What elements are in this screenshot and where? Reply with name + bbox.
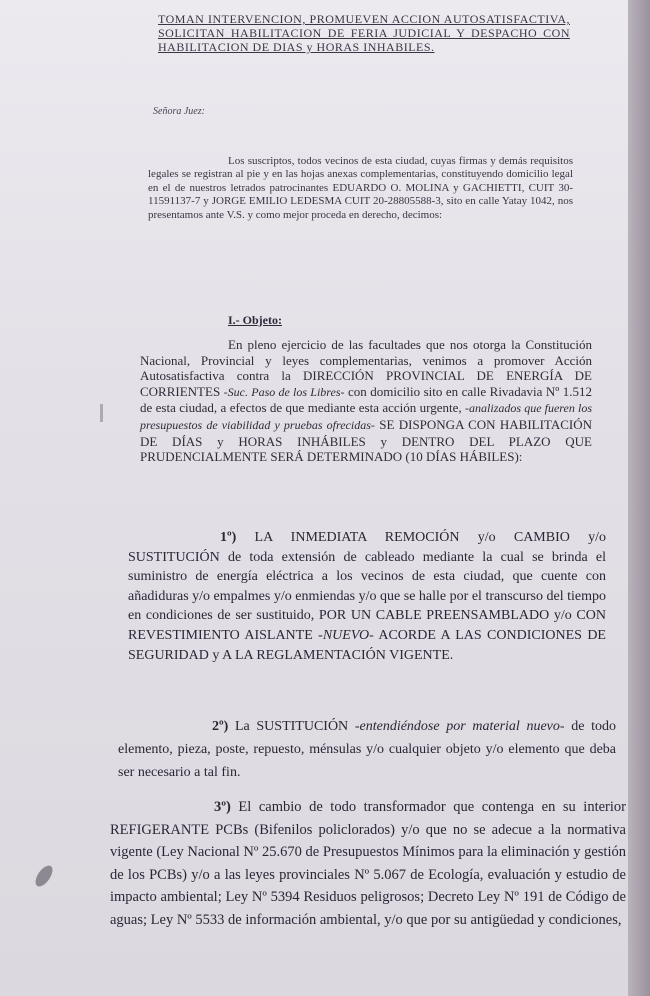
lawyer-name-2: JORGE EMILIO LEDESMA: [211, 195, 342, 208]
object-paragraph: [140, 337, 592, 465]
margin-mark: [100, 404, 103, 422]
item-1-text-1: LA INMEDIATA REMOCIÓN y/o CAMBIO y/o SUSTITUCIÓN de toda extensión de cableado mediante la cual se brinda el suministro de energía eléctrica a los vecinos de esta ciudad, que cuente con añadiduras y/o empalmes y/o enmiendas y/o que se halle por el transcurso del tiempo en condiciones de ser sustituido, POR UN CABLE PREENSAMBLADO y/o CON REVESTIMIENTO AISLANTE: [128, 530, 606, 643]
document-heading: TOMAN INTERVENCION, PROMUEVEN ACCION AUTOSATISFACTIVA, SOLICITAN HABILITACION DE FERIA JUDICIAL Y DESPACHO CON HABILITACION DE DIAS y HORAS INHABILES.: [158, 12, 570, 54]
intro-paragraph: [148, 155, 573, 222]
item-2-paragraph: [118, 715, 616, 784]
item-3-number: 3º): [214, 799, 231, 815]
intro-text-3: CUIT 20-28805588-3, sito en calle Yatay 1042, nos presentamos ante V.S. y como mejor proceda en derecho, decimos:: [148, 195, 573, 221]
item-1-paragraph: [128, 528, 606, 665]
object-italic-1: -Suc. Paso de los Libres-: [223, 384, 345, 399]
item-3-paragraph: [110, 796, 626, 932]
salutation: Señora Juez:: [153, 106, 205, 117]
item-3-text-1: El cambio de todo transformador que contenga en su interior REFIGERANTE PCBs (Bifenilos policlorados) y/o que no se adecue a la normativa vigente (Ley Nacional Nº 25.670 de Presupuestos Mínimos para la eliminación y gestión de los PCBs) y/o a las leyes provinciales Nº 5.067 de Ecología, evaluación y estudio de impacto ambiental; Ley Nº 5394 Residuos peligrosos; Decreto Ley Nº 191 de Código de aguas; Ley Nº 5533 de información ambiental, y/o que por su antigüedad y condiciones,: [110, 799, 626, 928]
item-1-text-2: ACORDE A LAS CONDICIONES DE SEGURIDAD y A LA REGLAMENTACIÓN VIGENTE.: [128, 627, 606, 663]
lawyer-name-1: EDUARDO O. MOLINA y GACHIETTI: [332, 181, 522, 194]
intro-text-1: Los suscriptos, todos vecinos de esta ciudad, cuyas firmas y demás requisitos legales se registran al pie y en las hojas anexas complementarias, constituyendo domicilio legal en el de nuestros letrados patrocinantes: [148, 155, 573, 194]
page-edge-shadow: [626, 0, 650, 996]
item-2-text-2: de todo elemento, pieza, poste, repuesto, ménsulas y/o cualquier objeto y/o elemento que deba ser necesario a tal fin.: [118, 719, 616, 780]
object-text-2: con domicilio sito en calle Rivadavia Nº 1.512 de esta ciudad, a efectos de que mediante esta acción urgente,: [140, 383, 592, 416]
item-2-number: 2º): [212, 719, 229, 734]
item-1-italic: -NUEVO-: [318, 627, 374, 643]
object-text-1: En pleno ejercicio de las facultades que nos otorga la Constitución Nacional, Provincial y leyes complementarias, venimos a promover Acción Autosatisfactiva contra la DIRECCIÓN PROVINCIAL DE ENERGÍA DE CORRIENTES: [140, 337, 592, 399]
item-2-text-1: La SUSTITUCIÓN: [228, 719, 355, 734]
item-1-number: 1º): [220, 530, 237, 545]
section-title-objeto: I.- Objeto:: [228, 313, 282, 327]
intro-text-2: , CUIT 30-11591137-7 y: [148, 181, 573, 208]
pen-mark: [32, 863, 56, 890]
object-italic-2: -analizados que fueren los presupuestos de viabilidad y pruebas ofrecidas-: [140, 401, 593, 432]
object-text-3: SE DISPONGA CON HABILITACIÓN DE DÍAS y HORAS INHÁBILES y DENTRO DEL PLAZO QUE PRUDENCIALMENTE SERÁ DETERMINADO (10 DÍAS HÁBILES):: [140, 416, 592, 465]
item-2-italic: -entendiéndose por material nuevo-: [354, 719, 565, 734]
